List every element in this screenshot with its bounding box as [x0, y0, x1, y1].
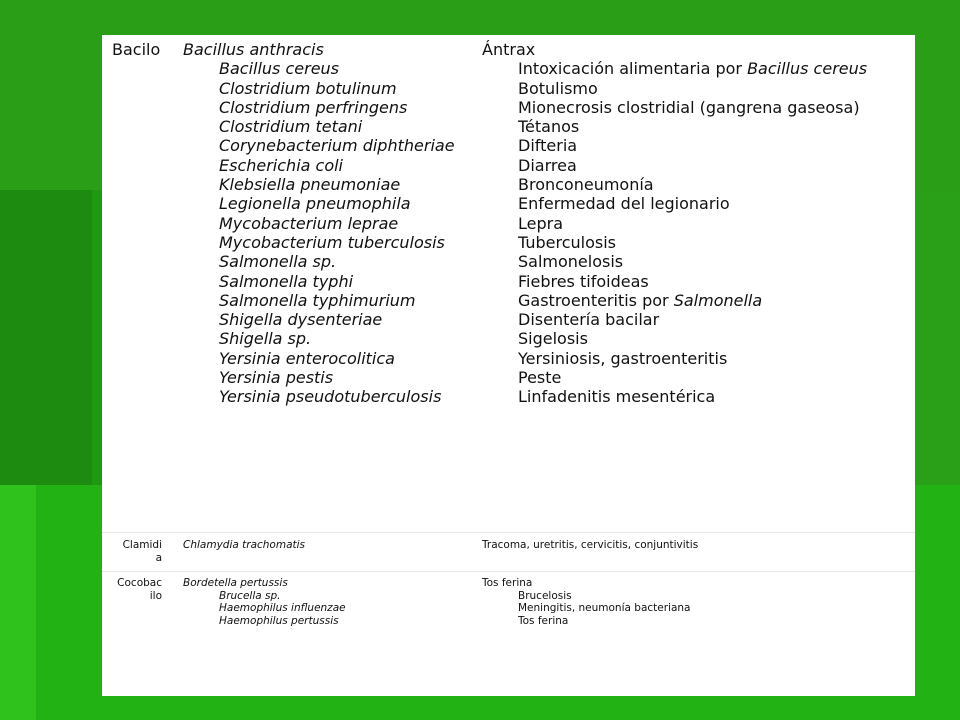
cell-line [482, 387, 867, 406]
cell-line [183, 291, 455, 310]
organisms-cell [183, 40, 455, 407]
cell-line [482, 539, 698, 552]
cell-line [183, 577, 346, 590]
cell-line [482, 214, 867, 233]
cell-line [183, 40, 455, 59]
cell-text: Shigella dysenteriae [219, 310, 383, 330]
cell-text: Diarrea [518, 155, 577, 175]
cell-text: Linfadenitis mesentérica [518, 387, 716, 407]
cell-text: Gastroenteritis por [518, 290, 674, 310]
cell-line [482, 272, 867, 291]
cell-line [482, 615, 690, 628]
type-label: ilo [149, 589, 162, 602]
cell-text: Salmonelosis [518, 252, 624, 272]
cell-text-italic: Salmonella [673, 290, 763, 310]
organisms-cell [183, 577, 346, 627]
cell-text: Yersinia pestis [219, 368, 334, 388]
type-label: Clamidi [122, 539, 162, 551]
cell-line [482, 40, 867, 59]
cell-text: Mycobacterium leprae [219, 213, 399, 233]
cell-line [482, 310, 867, 329]
cell-line [482, 349, 867, 368]
cell-line [482, 175, 867, 194]
cell-line [482, 252, 867, 271]
cell-line [482, 194, 867, 213]
cell-line [183, 602, 346, 615]
cell-line [183, 175, 455, 194]
cell-line [482, 291, 867, 310]
cell-text: Clostridium botulinum [219, 78, 397, 98]
cell-text: Brucella sp. [219, 589, 281, 602]
cell-line [183, 233, 455, 252]
cell-text: Bronconeumonía [518, 175, 654, 195]
cell-text: Tos ferina [518, 614, 569, 627]
cell-text: Bordetella pertussis [183, 577, 288, 589]
cell-line [183, 136, 455, 155]
cell-line [183, 59, 455, 78]
cell-line [183, 310, 455, 329]
cell-line [183, 117, 455, 136]
type-label: a [155, 551, 162, 564]
cell-text: Intoxicación alimentaria por [518, 59, 748, 79]
cell-line [183, 590, 346, 603]
type-cell [112, 40, 160, 59]
cell-text: Tos ferina [482, 577, 533, 589]
table-row-clamidia [102, 532, 915, 571]
cell-line [482, 233, 867, 252]
cell-text: Shigella sp. [219, 329, 312, 349]
cell-line [183, 272, 455, 291]
cell-line [183, 329, 455, 348]
cell-line [183, 368, 455, 387]
type-label: Bacilo [112, 40, 161, 59]
cell-text: Corynebacterium diphtheriae [219, 136, 455, 156]
cell-line [482, 98, 867, 117]
diseases-cell [482, 40, 867, 407]
cell-text: Escherichia coli [219, 155, 343, 175]
cell-line [482, 59, 867, 78]
cell-line [482, 368, 867, 387]
type-cell [102, 539, 162, 564]
cell-line [482, 577, 690, 590]
cell-line [183, 539, 305, 552]
cell-line [183, 615, 346, 628]
cell-line [183, 98, 455, 117]
cell-line [482, 329, 867, 348]
table-row-cocobacilo [102, 571, 915, 697]
cell-line [183, 252, 455, 271]
cell-line [482, 602, 690, 615]
cell-line [482, 79, 867, 98]
cell-text: Fiebres tifoideas [518, 271, 649, 291]
cell-text: Botulismo [518, 78, 598, 98]
diseases-cell [482, 539, 698, 552]
cell-text: Tétanos [518, 117, 580, 137]
cell-text: Peste [518, 368, 562, 388]
cell-text: Tuberculosis [518, 232, 616, 252]
type-cell [102, 577, 162, 602]
background-left-accent [0, 485, 36, 720]
cell-text: Enfermedad del legionario [518, 194, 730, 214]
cell-text: Lepra [518, 213, 564, 233]
cell-text: Klebsiella pneumoniae [219, 175, 401, 195]
cell-text: Meningitis, neumonía bacteriana [518, 602, 691, 615]
cell-text: Clostridium tetani [219, 117, 363, 137]
cell-text-italic: Bacillus cereus [747, 59, 868, 79]
cell-text: Yersiniosis, gastroenteritis [518, 348, 728, 368]
organisms-cell [183, 539, 305, 552]
cell-line [482, 590, 690, 603]
cell-line [183, 349, 455, 368]
cell-text: Chlamydia trachomatis [183, 539, 306, 551]
cell-text: Salmonella sp. [219, 252, 337, 272]
cell-text: Bacillus anthracis [183, 40, 324, 59]
cell-text: Yersinia enterocolitica [219, 348, 395, 368]
type-label: Cocobac [117, 577, 162, 589]
cell-line [482, 156, 867, 175]
cell-text: Mionecrosis clostridial (gangrena gaseosa) [518, 97, 860, 117]
cell-text: Mycobacterium tuberculosis [219, 232, 445, 252]
cell-text: Yersinia pseudotuberculosis [219, 387, 442, 407]
cell-text: Salmonella typhi [219, 271, 354, 291]
cell-line [482, 136, 867, 155]
cell-text: Brucelosis [518, 589, 572, 602]
slide-table [102, 35, 915, 696]
cell-line [482, 117, 867, 136]
background-left-band [0, 190, 92, 490]
cell-text: Haemophilus pertussis [219, 614, 339, 627]
cell-line [183, 156, 455, 175]
cell-line [183, 194, 455, 213]
cell-text: Sigelosis [518, 329, 588, 349]
diseases-cell [482, 577, 690, 627]
cell-text: Clostridium perfringens [219, 97, 408, 117]
cell-line [183, 387, 455, 406]
table-row-bacilo [102, 35, 915, 532]
cell-line [183, 214, 455, 233]
cell-text: Bacillus cereus [219, 59, 340, 79]
cell-text: Legionella pneumophila [219, 194, 411, 214]
cell-text: Salmonella typhimurium [219, 290, 416, 310]
background-right-band [915, 190, 960, 490]
cell-text: Haemophilus influenzae [219, 602, 346, 615]
cell-text: Difteria [518, 136, 578, 156]
cell-text: Disentería bacilar [518, 310, 660, 330]
cell-text: Ántrax [482, 40, 536, 59]
cell-text: Tracoma, uretritis, cervicitis, conjuntivitis [482, 539, 699, 551]
cell-line [183, 79, 455, 98]
